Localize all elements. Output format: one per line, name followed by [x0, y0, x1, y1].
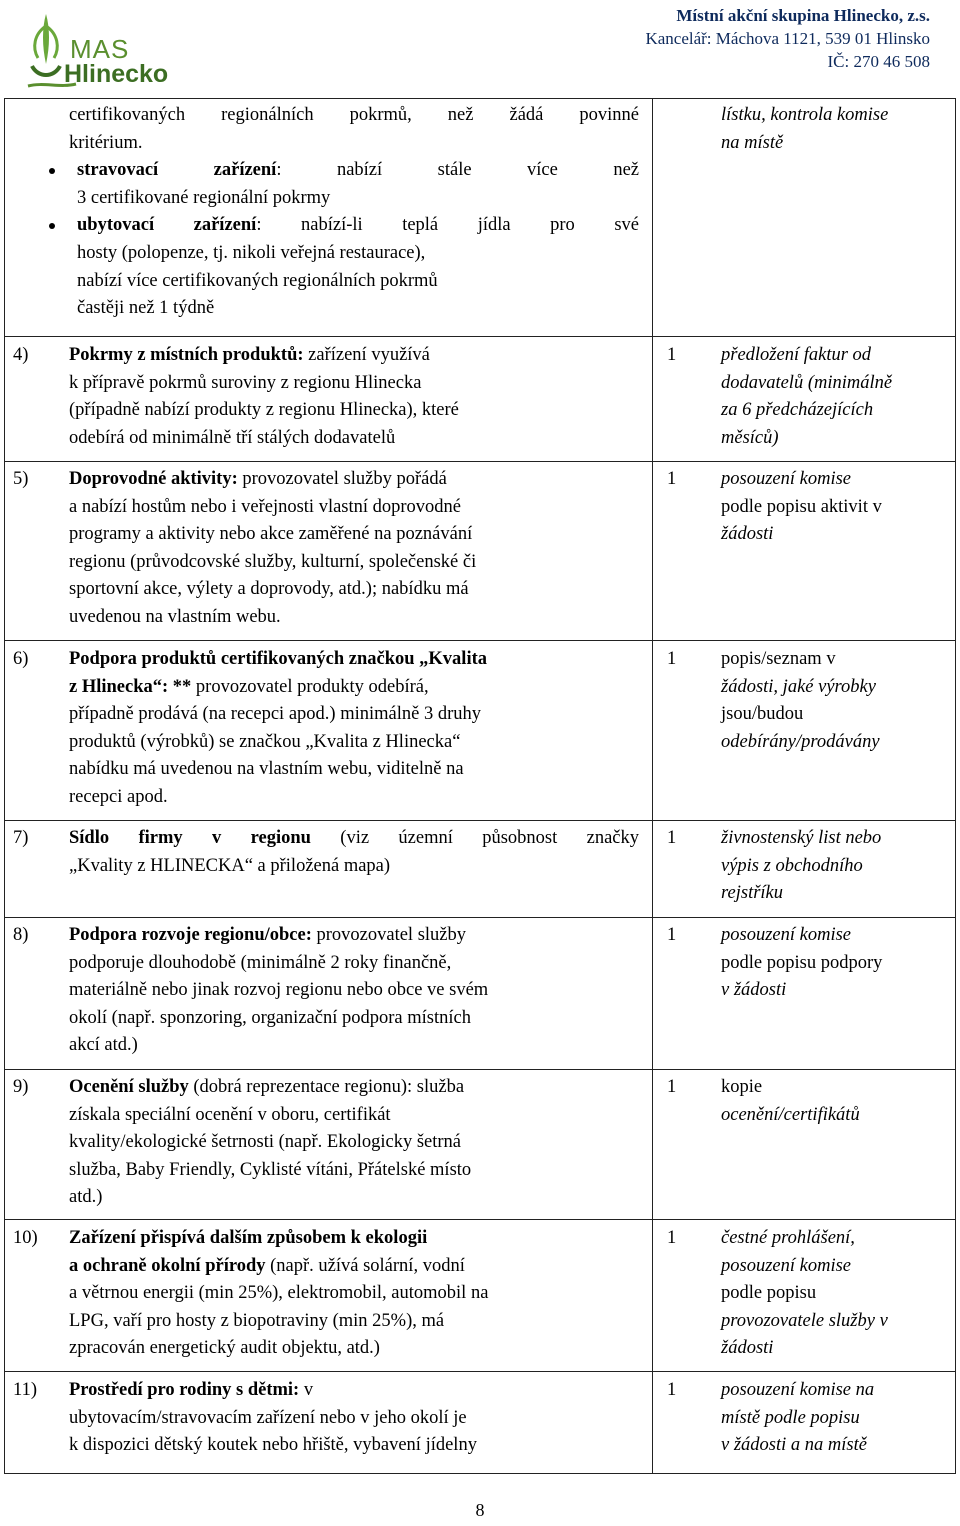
page-number: 8	[475, 1500, 485, 1520]
row-points: 1	[667, 828, 677, 848]
row-verification: posouzení komise podle popisu aktivit v žádosti	[721, 469, 882, 545]
row-verification: posouzení komise podle popisu podpory v žádosti	[721, 925, 883, 1001]
list-item: ubytovací zařízení: nabízí-li teplá jídla pro své hosty (polopenze, tj. nikoli veřejná restaurace), nabízí více certifikovaných regionálních pokrmů častěji než 1 týdně	[5, 212, 639, 322]
row-number: 5)	[13, 469, 29, 489]
row-points: 1	[667, 1380, 677, 1400]
row-points: 1	[667, 649, 677, 669]
row-description: Podpora rozvoje regionu/obce: provozovatel služby podporuje dlouhodobě (minimálně 2 roky finančně, materiálně nebo jinak rozvoj regionu nebo obce ve svém okolí (např. sponzoring, organizační podpora místních akcí atd.)	[69, 925, 489, 1056]
row-number: 8)	[13, 925, 29, 945]
row-description: Pokrmy z místních produktů: zařízení využívá k přípravě pokrmů suroviny z regionu Hlinecka (případně nabízí produkty z regionu Hlinecka), které odebírá od minimálně tří stálých dodavatelů	[69, 345, 459, 448]
row-points: 1	[667, 925, 677, 945]
row-description: Zařízení přispívá dalším způsobem k ekologii a ochraně okolní přírody (např. užívá solární, vodní a větrnou energii (min 25%), elektromobil, automobil na LPG, vaří pro hosty z biopotraviny (min 25%), má zpracován energetický audit objektu, atd.)	[69, 1228, 489, 1359]
org-id: IČ: 270 46 508	[827, 52, 930, 71]
criteria-table	[4, 98, 956, 1474]
row-number: 6)	[13, 649, 29, 669]
column-divider	[652, 99, 653, 1473]
row-divider	[5, 640, 955, 641]
row-divider	[5, 461, 955, 462]
page-header	[0, 0, 960, 98]
row-divider	[5, 1219, 955, 1220]
mas-hlinecko-logo	[24, 6, 194, 96]
row-description: Sídlo firmy v regionu (viz územní působnost značky „Kvality z HLINECKA“ a přiložená mapa)	[69, 828, 639, 876]
row-verification: lístku, kontrola komise na místě	[721, 105, 889, 153]
bullet-list	[5, 157, 639, 323]
row-number: 4)	[13, 345, 29, 365]
row-description: Doprovodné aktivity: provozovatel služby pořádá a nabízí hostům nebo i veřejnosti vlastní doprovodné programy a aktivity nebo akce zaměřené na poznávání regionu (průvodcovské služby, kulturní, společenské či sportovní akce, výlety a doprovody, atd.); nabídku má uvedenou na vlastním webu.	[69, 469, 477, 627]
row-verification: předložení faktur od dodavatelů (minimálně za 6 předcházejících měsíců)	[721, 345, 893, 448]
row-description: Prostředí pro rodiny s dětmi: v ubytovacím/stravovacím zařízení nebo v jeho okolí je k dispozici dětský koutek nebo hřiště, vybavení jídelny	[69, 1380, 477, 1456]
org-address: Kancelář: Máchova 1121, 539 01 Hlinsko	[645, 29, 930, 48]
list-item: stravovací zařízení: nabízí stále více než 3 certifikované regionální pokrmy	[5, 157, 639, 212]
logo-town-text: Hlinecko	[64, 60, 169, 88]
row-verification: čestné prohlášení, posouzení komise podle popisu provozovatele služby v žádosti	[721, 1228, 888, 1359]
logo-mas-text: MAS	[70, 34, 130, 64]
row-divider	[5, 336, 955, 337]
row-number: 10)	[13, 1228, 38, 1248]
row-verification: popis/seznam v žádosti, jaké výrobky jsou/budou odebírány/prodávány	[721, 649, 880, 752]
row-divider	[5, 1371, 955, 1372]
row-verification: kopie ocenění/certifikátů	[721, 1077, 860, 1125]
row-points: 1	[667, 1077, 677, 1097]
row-number: 7)	[13, 828, 29, 848]
row-points: 1	[667, 469, 677, 489]
org-name: Místní akční skupina Hlinecko, z.s.	[676, 6, 930, 25]
row-number: 11)	[13, 1380, 37, 1400]
row-divider	[5, 1069, 955, 1070]
row-description: Podpora produktů certifikovaných značkou „Kvalita z Hlinecka“: ** provozovatel produkty odebírá, případně prodává (na recepci apod.) minimálně 3 druhy produktů (výrobků) se značkou „Kvalita z Hlinecka“ nabídku má uvedenou na vlastním webu, viditelně na recepci apod.	[69, 649, 488, 807]
row-divider	[5, 820, 955, 821]
row-description: Ocenění služby (dobrá reprezentace regionu): služba získala speciální ocenění v oboru, certifikát kvality/ekologické šetrnosti (např. Ekologicky šetrná služba, Baby Friendly, Cyklisté vítáni, Přátelské místo atd.)	[69, 1077, 472, 1208]
row-divider	[5, 917, 955, 918]
row-points: 1	[667, 1228, 677, 1248]
row-number: 9)	[13, 1077, 29, 1097]
row-description: certifikovaných regionálních pokrmů, než žádá povinné kritérium. stravovací zařízení: nabízí stále více než 3 certifikované regionální pokrmy ubytovací zařízení: nabízí-li teplá jídla pro své hosty (polopenze, tj. nikoli veřejná restaurace), nabízí více certifikovaných regionálních pokrmů častěji než 1 týdně	[69, 102, 639, 323]
organization-info	[645, 4, 930, 73]
row-verification: posouzení komise na místě podle popisu v žádosti a na místě	[721, 1380, 875, 1456]
row-points: 1	[667, 345, 677, 365]
row-verification: živnostenský list nebo výpis z obchodního rejstříku	[721, 828, 882, 904]
